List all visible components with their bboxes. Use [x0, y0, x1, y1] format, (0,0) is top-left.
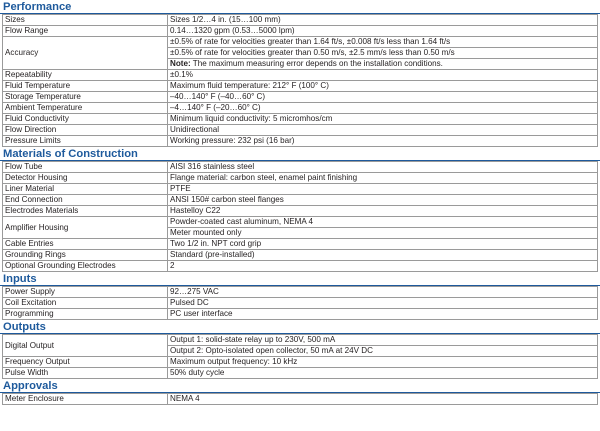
section-title: Materials of Construction: [0, 147, 600, 161]
spec-value: Pulsed DC: [168, 298, 598, 309]
spec-row: [3, 92, 598, 103]
spec-value: Two 1/2 in. NPT cord grip: [168, 239, 598, 250]
spec-label: Storage Temperature: [3, 92, 168, 103]
spec-label: Pressure Limits: [3, 136, 168, 147]
spec-row: [3, 239, 598, 250]
spec-label: Repeatability: [3, 70, 168, 81]
spec-row: [3, 195, 598, 206]
spec-row: [3, 357, 598, 368]
spec-value: ±0.5% of rate for velocities greater than 0.50 m/s, ±2.5 mm/s less than 0.50 m/s: [168, 48, 598, 59]
spec-row: [3, 335, 598, 346]
spec-row: [3, 298, 598, 309]
spec-value: Standard (pre-installed): [168, 250, 598, 261]
spec-table: [2, 393, 598, 405]
spec-row: [3, 206, 598, 217]
spec-value: PTFE: [168, 184, 598, 195]
spec-table: [2, 286, 598, 320]
spec-value: 0.14…1320 gpm (0.53…5000 lpm): [168, 26, 598, 37]
spec-value: Maximum fluid temperature: 212° F (100° C): [168, 81, 598, 92]
spec-value: Output 2: Opto-isolated open collector, 50 mA at 24V DC: [168, 346, 598, 357]
spec-value: 50% duty cycle: [168, 368, 598, 379]
spec-row: [3, 15, 598, 26]
spec-label: Sizes: [3, 15, 168, 26]
spec-value: 2: [168, 261, 598, 272]
spec-label: Flow Range: [3, 26, 168, 37]
section-title: Approvals: [0, 379, 600, 393]
spec-value: Minimum liquid conductivity: 5 micromhos/cm: [168, 114, 598, 125]
spec-label: Frequency Output: [3, 357, 168, 368]
section-title: Performance: [0, 0, 600, 14]
spec-row: [3, 103, 598, 114]
spec-row: [3, 37, 598, 48]
spec-value: Flange material: carbon steel, enamel paint finishing: [168, 173, 598, 184]
spec-value: Hastelloy C22: [168, 206, 598, 217]
spec-row: [3, 184, 598, 195]
spec-value: PC user interface: [168, 309, 598, 320]
spec-label: Fluid Conductivity: [3, 114, 168, 125]
spec-row: [3, 173, 598, 184]
spec-table: [2, 334, 598, 379]
spec-row: [3, 368, 598, 379]
spec-row: [3, 70, 598, 81]
spec-value: Meter mounted only: [168, 228, 598, 239]
spec-label: Accuracy: [3, 37, 168, 70]
spec-table: [2, 161, 598, 272]
spec-value: AISI 316 stainless steel: [168, 162, 598, 173]
spec-label: End Connection: [3, 195, 168, 206]
spec-row: [3, 125, 598, 136]
spec-label: Cable Entries: [3, 239, 168, 250]
spec-label: Meter Enclosure: [3, 394, 168, 405]
spec-value: Unidirectional: [168, 125, 598, 136]
spec-row: [3, 217, 598, 228]
spec-label: Digital Output: [3, 335, 168, 357]
spec-value: ANSI 150# carbon steel flanges: [168, 195, 598, 206]
spec-row: [3, 114, 598, 125]
spec-row: [3, 26, 598, 37]
spec-label: Ambient Temperature: [3, 103, 168, 114]
spec-note: [168, 59, 598, 70]
spec-value: Maximum output frequency: 10 kHz: [168, 357, 598, 368]
spec-label: Liner Material: [3, 184, 168, 195]
spec-value: Working pressure: 232 psi (16 bar): [168, 136, 598, 147]
spec-label: Flow Direction: [3, 125, 168, 136]
spec-row: [3, 287, 598, 298]
spec-label: Flow Tube: [3, 162, 168, 173]
spec-label: Pulse Width: [3, 368, 168, 379]
spec-label: Electrodes Materials: [3, 206, 168, 217]
spec-row: [3, 162, 598, 173]
spec-label: Detector Housing: [3, 173, 168, 184]
spec-row: [3, 136, 598, 147]
spec-label: Amplifier Housing: [3, 217, 168, 239]
spec-label: Coil Excitation: [3, 298, 168, 309]
spec-label: Power Supply: [3, 287, 168, 298]
spec-value: Sizes 1/2…4 in. (15…100 mm): [168, 15, 598, 26]
spec-row: [3, 261, 598, 272]
spec-label: Fluid Temperature: [3, 81, 168, 92]
spec-value: –4…140° F (–20…60° C): [168, 103, 598, 114]
spec-label: Programming: [3, 309, 168, 320]
note-label: Note:: [170, 59, 191, 68]
spec-value: Output 1: solid-state relay up to 230V, 500 mA: [168, 335, 598, 346]
spec-value: –40…140° F (–40…60° C): [168, 92, 598, 103]
spec-value: ±0.1%: [168, 70, 598, 81]
spec-value: 92…275 VAC: [168, 287, 598, 298]
spec-row: [3, 394, 598, 405]
spec-row: [3, 250, 598, 261]
section-title: Inputs: [0, 272, 600, 286]
section-title: Outputs: [0, 320, 600, 334]
spec-value: Powder-coated cast aluminum, NEMA 4: [168, 217, 598, 228]
spec-row: [3, 81, 598, 92]
note-text: The maximum measuring error depends on the installation conditions.: [190, 59, 443, 68]
spec-label: Grounding Rings: [3, 250, 168, 261]
spec-value: NEMA 4: [168, 394, 598, 405]
spec-value: ±0.5% of rate for velocities greater than 1.64 ft/s, ±0.008 ft/s less than 1.64 ft/s: [168, 37, 598, 48]
spec-label: Optional Grounding Electrodes: [3, 261, 168, 272]
spec-row: [3, 309, 598, 320]
spec-table: [2, 14, 598, 147]
